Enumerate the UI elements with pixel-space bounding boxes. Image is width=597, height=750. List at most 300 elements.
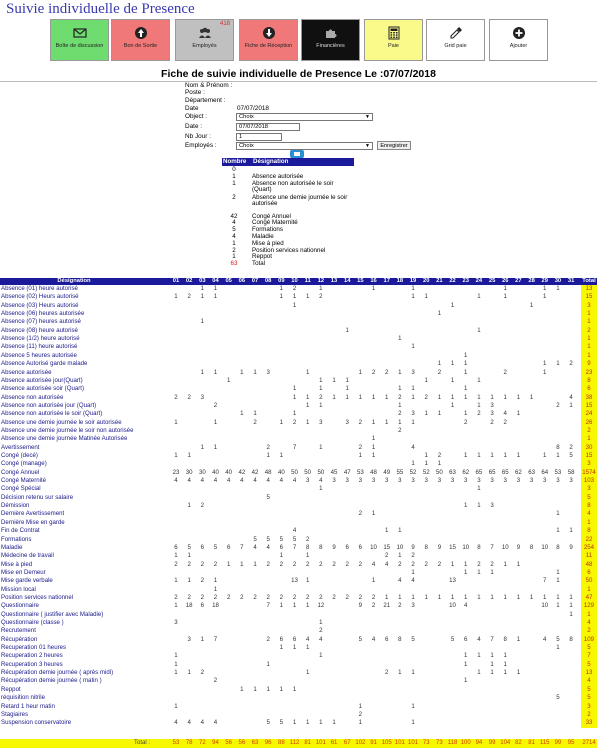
table-cell: 3: [371, 477, 376, 485]
table-cell: 3: [411, 477, 415, 485]
table-cell: 9: [569, 543, 573, 551]
table-row: [0, 419, 597, 427]
table-cell: 5: [266, 719, 270, 727]
table-cell: 1: [200, 368, 205, 376]
table-row: [0, 377, 597, 385]
table-cell: 4: [187, 477, 191, 485]
table-cell: 4: [371, 635, 376, 643]
table-cell: 1: [477, 452, 481, 459]
table-row: [0, 569, 597, 577]
table-cell: 2: [464, 418, 468, 426]
table-cell: 6: [292, 635, 297, 643]
table-cell: 1: [240, 368, 244, 376]
table-cell: 3: [490, 502, 494, 510]
table-row: [0, 694, 597, 702]
table-cell: 6: [226, 543, 231, 551]
table-cell: 1: [226, 560, 231, 568]
table-cell: 1: [292, 301, 297, 309]
row-designation-link[interactable]: Mise en Demeur: [1, 568, 46, 576]
table-cell: 1: [477, 593, 481, 601]
legend-designation: Congé Maternité: [252, 219, 298, 227]
table-cell: 2: [187, 593, 191, 601]
table-cell: 1: [266, 660, 270, 668]
row-designation-link[interactable]: Absence (02) Heurs autorisé: [1, 293, 79, 301]
table-cell: 1: [358, 702, 363, 710]
row-designation-link[interactable]: Absence non autorisée le soir (Quart): [1, 410, 103, 418]
grid-header-day: 31: [567, 278, 575, 284]
table-cell: 3: [411, 410, 415, 418]
table-cell: 1: [477, 669, 481, 677]
row-designation-link[interactable]: Médecine de travail: [1, 552, 54, 560]
table-cell: 1: [319, 401, 323, 409]
row-total: 2: [581, 427, 597, 435]
table-cell: 1: [477, 376, 481, 384]
table-cell: 5: [292, 535, 297, 543]
table-cell: 1: [174, 702, 178, 710]
paie-button[interactable]: [364, 19, 423, 61]
table-cell: 2: [503, 368, 507, 376]
table-cell: 1: [411, 385, 415, 393]
grid-header-day: 22: [449, 278, 456, 284]
table-cell: 9: [332, 543, 336, 551]
day-total: 88: [278, 740, 285, 746]
row-designation-link[interactable]: Absence non autorisée jour (Quart): [1, 401, 97, 409]
table-cell: 1: [411, 669, 415, 677]
table-cell: 1: [411, 293, 415, 301]
table-row: [0, 435, 597, 443]
row-designation-link[interactable]: Mise garde verbale: [1, 577, 53, 585]
table-cell: 4: [253, 477, 257, 485]
table-row: [0, 644, 597, 652]
grid-header-day: 08: [264, 278, 272, 284]
row-total: 254: [581, 544, 597, 552]
table-cell: 42: [251, 468, 259, 476]
table-cell: 1: [569, 527, 573, 535]
table-cell: 2: [292, 418, 297, 426]
table-cell: 1: [398, 368, 402, 376]
table-cell: 7: [266, 602, 270, 610]
row-designation-link[interactable]: Absence autorisée jour(Quart): [1, 376, 83, 384]
table-cell: 4: [411, 443, 415, 451]
table-cell: 7: [543, 577, 547, 585]
object-select[interactable]: [236, 113, 373, 121]
table-cell: 5: [213, 543, 218, 551]
table-cell: 10: [370, 543, 377, 551]
table-cell: 1: [437, 410, 442, 418]
row-total: 5: [581, 694, 597, 702]
row-designation-link[interactable]: réquisition nitrile: [1, 694, 46, 702]
row-designation-link[interactable]: Absence (08) heure autorisé: [1, 326, 78, 334]
row-designation-link[interactable]: Dernière Mise en garde: [1, 518, 65, 526]
row-designation-link[interactable]: Congé (manage): [1, 460, 47, 468]
table-cell: 7: [240, 543, 244, 551]
table-cell: 1: [569, 610, 573, 618]
row-designation-link[interactable]: Absence (07) heures autorisé: [1, 318, 81, 326]
toolbar-button-label: Boîte de discussion: [55, 43, 104, 49]
grid-header-day: 02: [185, 278, 193, 284]
table-cell: 5: [187, 543, 191, 551]
table-row: [0, 285, 597, 293]
table-cell: 1: [358, 452, 363, 459]
table-cell: 9: [437, 543, 442, 551]
table-cell: 1: [305, 293, 310, 301]
table-row: [0, 552, 597, 560]
day-total: 56: [238, 740, 246, 746]
table-cell: 1: [292, 685, 297, 693]
legend-count: 2: [232, 193, 236, 201]
row-total: 3: [581, 703, 597, 711]
row-total: 1: [581, 519, 597, 527]
table-cell: 6: [174, 543, 178, 551]
day-total: 99: [554, 740, 562, 746]
bon-de-sortie-button[interactable]: [111, 19, 170, 61]
row-designation-link[interactable]: Recuperation 3 heures: [1, 660, 63, 668]
table-cell: 1: [516, 560, 521, 568]
day-total: 101: [394, 740, 405, 746]
table-cell: 15: [449, 543, 456, 551]
row-designation-link[interactable]: Questionnaire ( justifier avec Maladie): [1, 610, 104, 618]
row-total: 4: [581, 677, 597, 685]
grid-paie-button[interactable]: [426, 19, 485, 61]
row-designation-link[interactable]: Reppot: [1, 685, 21, 693]
legend-count: 1: [232, 239, 236, 247]
table-cell: 1: [450, 560, 455, 568]
row-designation-link[interactable]: Démission: [1, 502, 30, 510]
row-designation-link[interactable]: Mise à pied: [1, 560, 33, 568]
row-designation-link[interactable]: Congé Maternité: [1, 477, 47, 485]
day-total: 118: [447, 740, 458, 746]
row-designation-link[interactable]: Questionnaire (classe ): [1, 619, 64, 626]
table-cell: 8: [503, 635, 507, 643]
table-cell: 1: [253, 685, 257, 693]
table-cell: 1: [174, 660, 178, 668]
table-cell: 1: [477, 485, 481, 493]
table-cell: 1: [464, 393, 468, 401]
ajouter-button[interactable]: [489, 19, 548, 61]
row-designation-link[interactable]: Récupération demie journée ( matin ): [1, 677, 102, 685]
day-total: 101: [315, 740, 326, 746]
table-cell: 8: [556, 443, 560, 451]
row-designation-link[interactable]: Absence une demie journée le soir non autorisée: [1, 426, 134, 434]
financieres-button[interactable]: [301, 19, 360, 61]
table-cell: 1: [503, 593, 507, 601]
row-designation-link[interactable]: Récupération demie journée ( après midi): [1, 669, 114, 677]
table-cell: 2: [187, 393, 191, 401]
grid-header-day: 07: [251, 278, 259, 284]
table-cell: 63: [449, 468, 456, 476]
table-cell: 1: [477, 652, 481, 660]
row-total: 2: [581, 711, 597, 719]
row-designation-link[interactable]: Avertissement: [1, 443, 40, 451]
table-cell: 2: [213, 593, 218, 601]
row-designation-link[interactable]: Mission local: [1, 585, 36, 593]
row-designation-link[interactable]: Congé Annuel: [1, 468, 40, 476]
row-designation-link[interactable]: Absence Autorisé garde malade: [1, 360, 88, 368]
table-cell: 30: [198, 468, 206, 476]
table-cell: 4: [240, 477, 244, 485]
table-cell: 4: [200, 719, 205, 727]
grid-header-day: 26: [502, 278, 509, 284]
legend-designation: Mise à pied: [252, 239, 284, 247]
row-designation-link[interactable]: Absence non autorisée: [1, 393, 64, 401]
table-cell: 1: [174, 577, 178, 585]
legend-count: 42: [230, 212, 238, 220]
table-cell: 1: [174, 552, 178, 560]
table-cell: 1: [319, 619, 323, 626]
table-cell: 2: [187, 293, 191, 301]
row-designation-link[interactable]: Stagiaires: [1, 710, 29, 718]
day-total: 82: [515, 740, 522, 746]
chevron-down-icon: ▼: [365, 143, 370, 149]
table-cell: 1: [398, 385, 402, 393]
table-cell: 2: [385, 368, 389, 376]
table-cell: 58: [567, 468, 575, 476]
table-row: [0, 636, 597, 644]
grid-header-day: 14: [343, 278, 351, 284]
table-cell: 2: [305, 560, 310, 568]
toolbar-button-label: Employés: [192, 43, 217, 49]
table-cell: 1: [464, 410, 468, 418]
date-label: Date: [185, 105, 199, 112]
table-row: [0, 536, 597, 544]
grid-header-day: 30: [554, 278, 562, 284]
table-cell: 1: [556, 593, 560, 601]
row-total: 3: [581, 302, 597, 310]
row-designation-link[interactable]: Fin de Contrat: [1, 527, 40, 535]
toolbar-button-label: Bon de Sortie: [123, 43, 158, 49]
row-total: 103: [581, 477, 597, 485]
table-cell: 2: [266, 593, 270, 601]
day-total: 63: [251, 740, 259, 746]
discussion-button[interactable]: [50, 19, 109, 61]
table-cell: 1: [292, 719, 297, 727]
table-cell: 1: [200, 293, 205, 301]
app-title: Suivie individuelle de Presence: [6, 1, 195, 17]
table-cell: 1: [450, 401, 455, 409]
table-cell: 1: [464, 593, 468, 601]
table-cell: 1: [516, 669, 521, 677]
table-cell: 1: [490, 393, 494, 401]
table-cell: 1: [398, 401, 402, 409]
row-designation-link[interactable]: Décision retenu sur salaire: [1, 493, 74, 501]
table-row: [0, 302, 597, 310]
table-cell: 1: [424, 460, 428, 468]
table-row: [0, 469, 597, 477]
row-designation-link[interactable]: Maladie: [1, 543, 23, 551]
table-cell: 5: [556, 694, 560, 702]
table-cell: 6: [200, 602, 205, 610]
table-cell: 2: [490, 418, 494, 426]
table-cell: 1: [411, 343, 415, 351]
table-cell: 1: [174, 418, 178, 426]
table-cell: 23: [172, 468, 180, 476]
table-cell: 5: [253, 535, 257, 543]
table-cell: 3: [503, 477, 507, 485]
table-cell: 6: [358, 543, 363, 551]
row-designation-link[interactable]: Absence une demie journée Matinée Autorisée: [1, 435, 128, 443]
day-total: 67: [343, 740, 351, 746]
row-total: 5: [581, 494, 597, 502]
employes-button[interactable]: [175, 19, 234, 61]
table-cell: 1: [411, 702, 415, 710]
row-designation-link[interactable]: Absence (11) heure autorisé: [1, 343, 78, 351]
table-row: [0, 452, 597, 460]
grid-header-day: 01: [172, 278, 180, 284]
table-cell: 1: [464, 385, 468, 393]
table-cell: 3: [516, 477, 521, 485]
save-button[interactable]: Enregistrer: [377, 141, 411, 150]
row-total: 6: [581, 569, 597, 577]
row-total: 24: [581, 410, 597, 418]
table-cell: 1: [279, 452, 284, 459]
row-designation-link[interactable]: Absence autorisée: [1, 368, 52, 376]
row-designation-link[interactable]: Absence autorisée soir (Quart): [1, 385, 84, 393]
table-cell: 1: [213, 293, 218, 301]
table-cell: 2: [358, 593, 363, 601]
table-cell: 1: [398, 418, 402, 426]
row-designation-link[interactable]: Congé (decé): [1, 452, 38, 459]
table-cell: 2: [411, 560, 415, 568]
table-cell: 21: [383, 602, 391, 610]
row-designation-link[interactable]: Absence (1/2) heure autorisé: [1, 335, 80, 343]
table-cell: 2: [437, 368, 442, 376]
employes-select[interactable]: [236, 142, 373, 150]
table-cell: 2: [213, 401, 218, 409]
table-cell: 1: [490, 593, 494, 601]
table-cell: 2: [240, 593, 244, 601]
table-cell: 3: [411, 602, 415, 610]
table-cell: 4: [411, 577, 415, 585]
table-cell: 2: [266, 560, 270, 568]
table-cell: 2: [200, 502, 205, 510]
table-row: [0, 594, 597, 602]
table-cell: 8: [319, 543, 323, 551]
row-designation-link[interactable]: Absence (06) heures autorisée: [1, 310, 85, 318]
row-designation-link[interactable]: Questionnaire: [1, 602, 39, 610]
day-total: 81: [304, 740, 312, 746]
row-designation-link[interactable]: Récupération: [1, 635, 38, 643]
table-cell: 2: [556, 401, 560, 409]
table-cell: 1: [174, 652, 178, 660]
table-cell: 2: [371, 593, 376, 601]
table-row: [0, 652, 597, 660]
table-cell: 1: [516, 452, 521, 459]
table-cell: 1: [516, 393, 521, 401]
table-cell: 2: [279, 593, 284, 601]
row-designation-link[interactable]: Retard 1 heur matin: [1, 702, 55, 710]
table-cell: 55: [396, 468, 404, 476]
table-cell: 2: [398, 410, 402, 418]
table-cell: 1: [569, 401, 573, 409]
row-total: 5: [581, 661, 597, 669]
legend-count: 1: [232, 253, 236, 261]
table-cell: 1: [200, 443, 205, 451]
table-cell: 1: [543, 293, 547, 301]
table-cell: 2: [345, 560, 349, 568]
row-designation-link[interactable]: Recrutement: [1, 627, 36, 635]
table-cell: 1: [490, 652, 494, 660]
date-input[interactable]: 07/07/2018: [236, 123, 300, 131]
table-cell: 1: [464, 360, 468, 368]
table-cell: 1: [187, 452, 191, 459]
table-cell: 1: [345, 376, 349, 384]
table-cell: 1: [319, 719, 323, 727]
table-cell: 1: [450, 360, 455, 368]
table-cell: 1: [477, 326, 481, 334]
table-cell: 1: [556, 510, 560, 518]
table-cell: 2: [358, 418, 363, 426]
table-row: [0, 352, 597, 360]
table-cell: 2: [569, 443, 573, 451]
print-icon[interactable]: [290, 150, 304, 158]
table-cell: 1: [213, 285, 218, 292]
table-cell: 1: [385, 527, 389, 535]
row-total: 22: [581, 536, 597, 544]
table-cell: 1: [464, 652, 468, 660]
table-cell: 1: [490, 660, 494, 668]
row-designation-link[interactable]: Recuperation 01 heures: [1, 644, 67, 652]
table-cell: 1: [279, 602, 284, 610]
row-total: 109: [581, 636, 597, 644]
table-cell: 40: [225, 468, 233, 476]
table-cell: 1: [253, 368, 257, 376]
table-cell: 1: [200, 635, 205, 643]
nbjour-input[interactable]: 1: [236, 133, 282, 141]
table-cell: 1: [503, 660, 507, 668]
legend-designation: Reppot: [252, 253, 272, 261]
table-cell: 1: [279, 418, 284, 426]
table-cell: 2: [477, 410, 481, 418]
row-designation-link[interactable]: Position services nationnel: [1, 593, 74, 601]
row-designation-link[interactable]: Absence une demie journée le soir autorisée: [1, 418, 122, 426]
row-designation-link[interactable]: Absence (01) heure autorisé: [1, 285, 78, 292]
table-cell: 3: [319, 418, 323, 426]
row-designation-link[interactable]: Dernière Avertissement: [1, 510, 65, 518]
departement-label: Département :: [185, 97, 226, 104]
table-cell: 4: [266, 477, 270, 485]
legend-designation: Congé Annuel: [252, 212, 291, 220]
table-cell: 2: [226, 593, 231, 601]
table-cell: 1: [253, 560, 257, 568]
table-cell: 6: [279, 635, 284, 643]
table-cell: 4: [174, 719, 178, 727]
row-designation-link[interactable]: Suspension conservatoire: [1, 719, 72, 727]
grid-header-day: 16: [370, 278, 377, 284]
row-designation-link[interactable]: Congé Spécial: [1, 485, 41, 493]
row-total: 8: [581, 502, 597, 510]
row-total: 2: [581, 327, 597, 335]
table-cell: 1: [292, 644, 297, 652]
table-cell: 5: [279, 719, 284, 727]
table-cell: 2: [319, 627, 323, 635]
table-cell: 4: [305, 635, 310, 643]
row-designation-link[interactable]: Absence 5 heures autorisée: [1, 351, 77, 359]
table-row: [0, 627, 597, 635]
table-cell: 1: [437, 460, 442, 468]
arrow-up-circle-icon: [134, 26, 148, 40]
row-total: 33: [581, 719, 597, 727]
table-cell: 3: [490, 410, 494, 418]
table-cell: 65: [475, 468, 483, 476]
day-total: 53: [172, 740, 180, 746]
row-designation-link[interactable]: Formations: [1, 535, 32, 543]
table-cell: 3: [345, 418, 349, 426]
row-designation-link[interactable]: Recuperation 2 heures: [1, 652, 63, 660]
table-cell: 2: [358, 443, 363, 451]
row-total: 7: [581, 652, 597, 660]
row-designation-link[interactable]: Absence (03) Heurs autorisé: [1, 301, 79, 309]
fiche-reception-button[interactable]: [239, 19, 298, 61]
